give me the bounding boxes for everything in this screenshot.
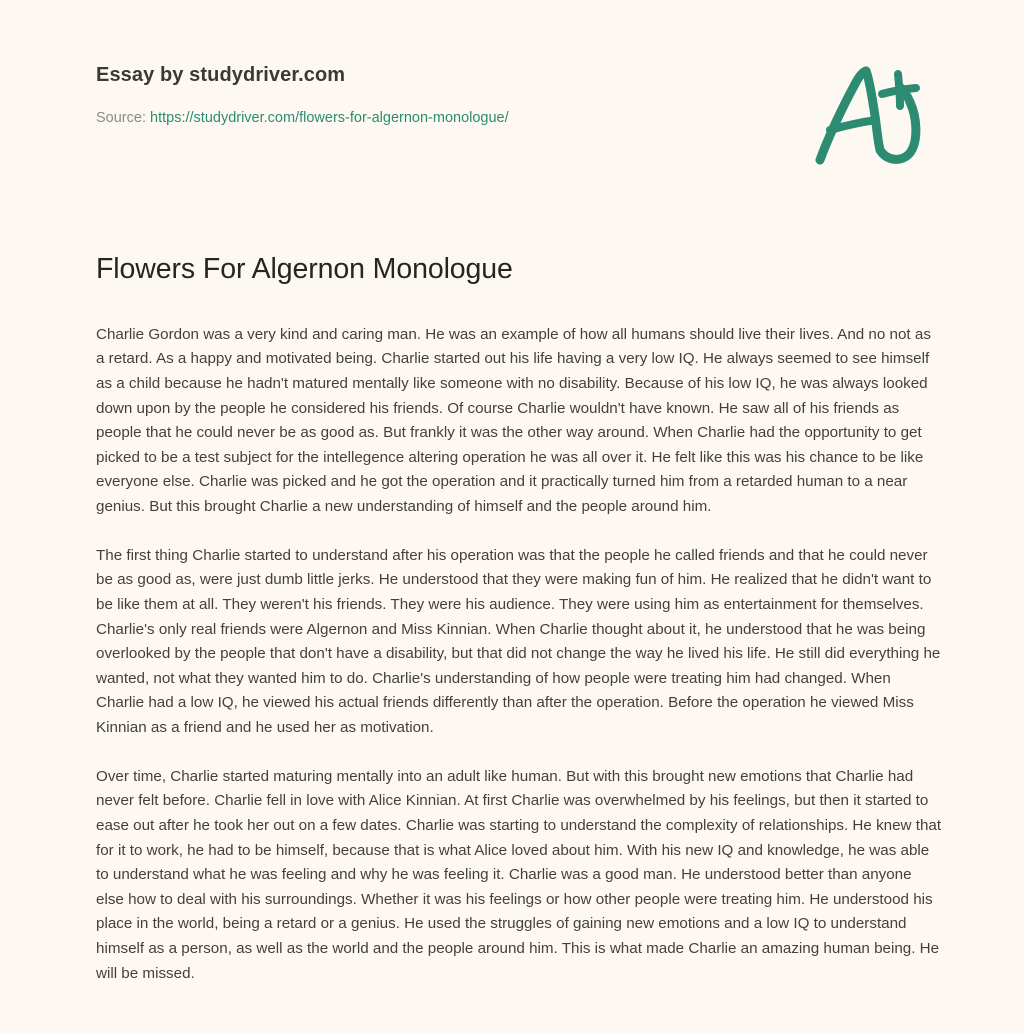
page-header bbox=[0, 0, 1024, 190]
article-body bbox=[96, 323, 942, 987]
source-url-link[interactable]: https://studydriver.com/flowers-for-algernon-monologue/ bbox=[150, 110, 509, 126]
studydriver-logo-icon[interactable] bbox=[810, 64, 928, 168]
a-plus-logo-glyph bbox=[810, 64, 928, 168]
article-paragraph: Over time, Charlie started maturing mentally into an adult like human. But with this brought new emotions that Charlie had never felt before. Charlie fell in love with Alice Kinnian. At first Charlie was overwhelmed by his feelings, but then it started to ease out after he took her out on a few dates. Charlie was starting to understand the complexity of relationships. He knew that for it to work, he had to be himself, because that is what Alice loved about him. With his new IQ and knowledge, he was able to understand what he was feeling and why he was feeling it. Charlie was a good man. He understood better than anyone else how to deal with his surroundings. Whether it was his feelings or how other people were treating him. He understood his place in the world, being a retard or a genius. He used the struggles of gaining new emotions and a low IQ to understand himself as a person, as well as the world and the people around him. This is what made Charlie an amazing human being. He will be missed. bbox=[96, 767, 942, 982]
article bbox=[96, 252, 942, 986]
source-line bbox=[96, 87, 509, 128]
article-paragraph: Charlie Gordon was a very kind and caring man. He was an example of how all humans should live their lives. And no not as a retard. As a happy and motivated being. Charlie started out his life having a very low IQ. He always seemed to see himself as a child because he hadn't matured mentally like someone with no disability. Because of his low IQ, he was always looked down upon by the people he considered his friends. Of course Charlie wouldn't have known. He saw all of his friends as people that he could never be as good as. But frankly it was the other way around. When Charlie had the opportunity to get picked to be a test subject for the intellegence altering operation he was all over it. He felt like this was his chance to be like everyone else. Charlie was picked and he got the operation and it practically turned him from a retarded human to a near genius. But this brought Charlie a new understanding of himself and the people around him. bbox=[96, 325, 931, 515]
source-label: Source: bbox=[96, 110, 146, 126]
article-paragraph: The first thing Charlie started to understand after his operation was that the people he called friends and that he could never be as good as, were just dumb little jerks. He understood that they were making fun of him. He realized that he didn't want to be like them at all. They weren't his friends. They were his audience. They were using him as entertainment for themselves. Charlie's only real friends were Algernon and Miss Kinnian. When Charlie thought about it, he understood that he was being overlooked by the people that don't have a disability, but that did not change the way he lived his life. He still did everything he wanted, not what they wanted him to do. Charlie's understanding of how people were treating him had changed. When Charlie had a low IQ, he viewed his actual friends differently than after the operation. Before the operation he viewed Miss Kinnian as a friend and he used her as motivation. bbox=[96, 546, 941, 736]
header-text-block bbox=[96, 63, 509, 128]
page-title: Flowers For Algernon Monologue bbox=[96, 253, 513, 285]
essay-by-heading: Essay by studydriver.com bbox=[96, 64, 346, 86]
